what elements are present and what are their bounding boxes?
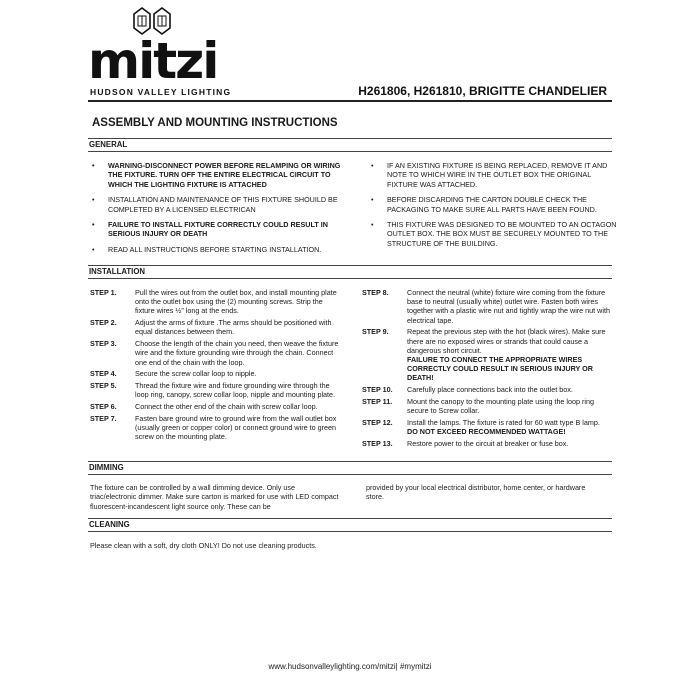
step-warning: FAILURE TO CONNECT THE APPROPRIATE WIRES CORRECTLY COULD RESULT IN SERIOUS INJURY OR DEATH! [407, 355, 593, 383]
general-divider-bottom [88, 151, 612, 152]
step-body [407, 418, 612, 436]
general-bullet-item: • WARNING-DISCONNECT POWER BEFORE RELAMPING OR WIRING THE FIXTURE. TURN OFF THE ENTIRE ELECTRICAL CIRCUIT TO WHICH THE LIGHTING FIXTURE IS ATTACHED [90, 161, 345, 189]
step-label: STEP 11. [362, 397, 393, 407]
general-bullet-item: • FAILURE TO INSTALL FIXTURE CORRECTLY COULD RESULT IN SERIOUS INJURY OR DEATH [90, 220, 345, 239]
step-text: Repeat the previous step with the hot (black wires). Make sure there are no exposed wires or strands that could cause a dangerous short circuit. [407, 327, 606, 355]
general-bullet-item: • READ ALL INSTRUCTIONS BEFORE STARTING INSTALLATION. [90, 245, 345, 254]
installation-heading: INSTALLATION [89, 267, 146, 276]
step-text: Mount the canopy to the mounting plate using the loop ring secure to Screw collar. [407, 397, 595, 416]
step-text: Install the lamps. The fixture is rated for 60 watt type B lamp. [407, 418, 600, 428]
document-title: ASSEMBLY AND MOUNTING INSTRUCTIONS [92, 117, 338, 129]
step-text: Fasten bare ground wire to ground wire from the wall outlet box (usually green or copper color) or connect ground wire to green screw on the mounting plate. [135, 414, 337, 442]
installation-step [90, 381, 342, 399]
step-warning: DO NOT EXCEED RECOMMENDED WATTAGE! [407, 427, 566, 437]
installation-step [90, 414, 342, 442]
step-label: STEP 3. [90, 339, 117, 349]
step-text: Pull the wires out from the outlet box, and install mounting plate onto the outlet box using the (2) mounting screws. Strip the fixture wires ½” long at the ends. [135, 288, 337, 316]
cleaning-divider-top [88, 518, 612, 519]
step-body [407, 288, 612, 325]
step-text: Secure the screw collar loop to nipple. [135, 369, 257, 379]
installation-steps-right [362, 288, 612, 451]
dimming-heading: DIMMING [89, 463, 124, 472]
step-text: Adjust the arms of fixture .The arms should be positioned with equal distances between them. [135, 318, 332, 337]
installation-step [362, 439, 612, 448]
cleaning-heading: CLEANING [89, 520, 130, 529]
installation-step [90, 339, 342, 367]
step-text: Connect the neutral (white) fixture wire coming from the fixture base to neutral (usually white) outlet wire. Fasten both wires together with a plastic wire nut and tightly wrap the wire nut with electrical tape. [407, 288, 610, 325]
general-bullet-item: • IF AN EXISTING FIXTURE IS BEING REPLACED, REMOVE IT AND NOTE TO WHICH WIRE IN THE OUTLET BOX THE ORIGINAL FIXTURE WAS ATTACHED. [369, 161, 619, 189]
step-text: Restore power to the circuit at breaker or fuse box. [407, 439, 569, 449]
dimming-text-left: The fixture can be controlled by a wall dimming device. Only use triac/electronic dimmer. Make sure carton is marked for use with LED compact fluorescent-incandescent light source only. These can be [90, 483, 339, 511]
general-bullet-item: • INSTALLATION AND MAINTENANCE OF THIS FIXTURE SHOUILD BE COMPLETED BY A LICENSED ELECTRICAN [90, 195, 345, 214]
step-text: Thread the fixture wire and fixture grounding wire through the loop ring, canopy, screw collar loop, nipple and mounting plate. [135, 381, 336, 400]
brand-wordmark: mitzi [88, 32, 218, 90]
general-heading: GENERAL [89, 140, 128, 149]
installation-step [362, 397, 612, 415]
step-label: STEP 13. [362, 439, 393, 449]
step-label: STEP 6. [90, 402, 117, 412]
installation-step [90, 402, 342, 411]
installation-divider-bottom [88, 278, 612, 279]
installation-step [362, 385, 612, 394]
general-list-right [369, 161, 619, 254]
step-body [407, 439, 612, 448]
dimming-divider-top [88, 461, 612, 462]
dimming-divider-bottom [88, 474, 612, 475]
step-text: Carefully place connections back into the outlet box. [407, 385, 573, 395]
step-label: STEP 7. [90, 414, 117, 423]
installation-step [90, 288, 342, 316]
step-body [135, 318, 342, 336]
step-text: Choose the length of the chain you need, then weave the fixture wire and the fixture grounding wire through the chain. Connect one end of the chain with the loop. [135, 339, 339, 367]
general-list-left [90, 161, 345, 260]
installation-step [362, 418, 612, 436]
general-bullet-item: • BEFORE DISCARDING THE CARTON DOUBLE CHECK THE PACKAGING TO MAKE SURE ALL PARTS HAVE BEEN FOUND. [369, 195, 619, 214]
cleaning-text: Please clean with a soft, dry cloth ONLY! Do not use cleaning products. [90, 541, 317, 550]
step-label: STEP 10. [362, 385, 393, 395]
step-label: STEP 2. [90, 318, 117, 328]
step-label: STEP 5. [90, 381, 117, 391]
step-body [135, 369, 342, 378]
step-body [135, 402, 342, 411]
general-bullet-item: • THIS FIXTURE WAS DESIGNED TO BE MOUNTED TO AN OCTAGON OUTLET BOX. THE BOX MUST BE SECURELY MOUNTED TO THE STRUCTURE OF THE BUILDING. [369, 220, 619, 248]
header-divider [88, 100, 612, 102]
step-body [135, 381, 342, 399]
installation-step [362, 288, 612, 325]
step-label: STEP 12. [362, 418, 393, 428]
step-body [407, 327, 612, 382]
product-title: H261806, H261810, BRIGITTE CHANDELIER [358, 84, 607, 98]
footer-links: www.hudsonvalleylighting.com/mitzi| #mymitzi [268, 662, 432, 671]
step-label: STEP 8. [362, 288, 389, 297]
step-label: STEP 4. [90, 369, 117, 379]
general-divider-top [88, 138, 612, 139]
installation-step [362, 327, 612, 382]
dimming-text-right: provided by your local electrical distributor, home center, or hardware store. [366, 483, 586, 502]
installation-steps-left [90, 288, 342, 444]
step-body [135, 414, 342, 442]
brand-subtitle: HUDSON VALLEY LIGHTING [90, 87, 232, 97]
installation-step [90, 369, 342, 378]
step-label: STEP 9. [362, 327, 389, 337]
step-body [407, 385, 612, 394]
step-body [135, 288, 342, 316]
step-body [407, 397, 612, 415]
step-label: STEP 1. [90, 288, 117, 297]
cleaning-divider-bottom [88, 531, 612, 532]
step-body [135, 339, 342, 367]
step-text: Connect the other end of the chain with screw collar loop. [135, 402, 318, 412]
installation-step [90, 318, 342, 336]
installation-divider-top [88, 265, 612, 266]
